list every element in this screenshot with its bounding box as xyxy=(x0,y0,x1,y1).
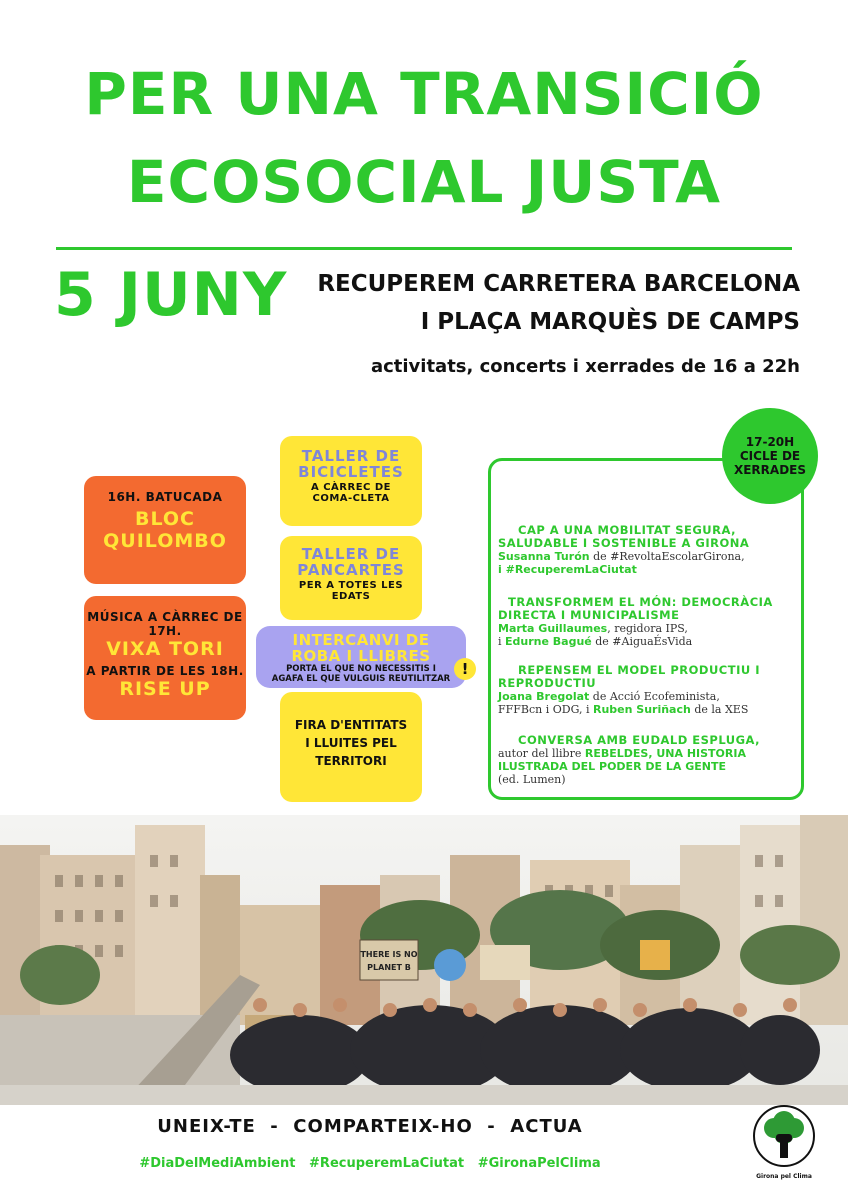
music-time-2: A PARTIR DE LES 18H. xyxy=(86,664,244,678)
talk-3-orgs: FFFBcn i ODG, i xyxy=(498,703,593,716)
svg-text:PLANET B: PLANET B xyxy=(367,963,411,972)
footer-cta: UNEIX-TE - COMPARTEIX-HO - ACTUA xyxy=(157,1116,583,1137)
talk-4-title-1: CONVERSA AMB EUDALD ESPLUGA, xyxy=(518,733,761,747)
talk-1-speaker-1: Susanna Turón xyxy=(498,550,590,563)
talk-2-speaker-1-info: , regidora IPS, xyxy=(607,622,688,635)
fair-line-1: FIRA D'ENTITATS xyxy=(294,718,408,732)
swap-sub-1: PORTA EL QUE NO NECESSITIS I xyxy=(286,664,436,674)
talk-2-connector: i xyxy=(498,635,506,648)
svg-text:THERE IS NO: THERE IS NO xyxy=(360,950,418,959)
photo-illustration xyxy=(0,815,848,1105)
swap-title-1: INTERCANVI DE xyxy=(292,631,430,649)
title-divider xyxy=(56,247,792,250)
talk-1-title-2: SALUDABLE I SOSTENIBLE A GIRONA xyxy=(498,536,750,550)
bike-title-1: TALLER DE xyxy=(301,447,401,465)
music-box xyxy=(84,596,246,720)
talk-4-publisher: (ed. Lumen) xyxy=(498,773,566,786)
talk-2-title-2: DIRECTA I MUNICIPALISME xyxy=(498,608,680,622)
fair-line-2: I LLUITES PEL xyxy=(305,736,397,750)
talks-badge xyxy=(722,408,818,504)
exclamation-icon: ! xyxy=(454,658,476,680)
music-name-1: VIXA TORI xyxy=(106,638,224,660)
swap-box xyxy=(256,626,466,688)
batucada-name-2: QUILOMBO xyxy=(103,530,227,552)
talk-4 xyxy=(498,734,798,786)
talks-badge-line-2: XERRADES xyxy=(733,463,807,477)
talk-1-speaker-2-info: i #RecuperemLaCiutat xyxy=(498,563,637,576)
talk-2 xyxy=(498,596,798,648)
talk-2-title-1: TRANSFORMEM EL MÓN: DEMOCRÀCIA xyxy=(508,595,773,609)
batucada-time: 16H. BATUCADA xyxy=(107,490,223,504)
location-line-1: RECUPEREM CARRETERA BARCELONA xyxy=(317,271,800,297)
swap-sub-2: AGAFA EL QUE VULGUIS REUTILITZAR xyxy=(271,674,451,684)
talk-1-title-1: CAP A UNA MOBILITAT SEGURA, xyxy=(518,523,736,537)
banner-title-1: TALLER DE xyxy=(301,545,401,563)
fair-box xyxy=(280,692,422,802)
logo-text: Girona pel Clima xyxy=(756,1173,812,1180)
batucada-name-1: BLOC xyxy=(134,508,195,530)
talk-4-book: REBELDES, UNA HISTORIA ILUSTRADA DEL PODER DE LA GENTE xyxy=(498,747,746,773)
banner-workshop-box xyxy=(280,536,422,620)
girona-pel-clima-logo xyxy=(752,1104,816,1180)
event-date: 5 JUNY xyxy=(54,260,288,330)
talk-4-intro: autor del llibre xyxy=(498,747,585,760)
talk-3-speaker-2-info: de la XES xyxy=(690,703,749,716)
talk-2-speaker-1: Marta Guillaumes xyxy=(498,622,608,635)
demonstration-photo xyxy=(0,815,848,1105)
talk-3-title-1: REPENSEM EL MODEL PRODUCTIU I xyxy=(518,663,760,677)
music-intro-1: MÚSICA A CÀRREC DE xyxy=(87,610,243,624)
talk-3-speaker-1: Joana Bregolat xyxy=(498,690,590,703)
bike-workshop-box xyxy=(280,436,422,526)
talk-2-speaker-2-info: de #AiguaÉsVida xyxy=(591,635,693,648)
activities-subtitle: activitats, concerts i xerrades de 16 a 22h xyxy=(370,356,800,377)
banner-title-2: PANCARTES xyxy=(297,561,405,579)
swap-title-2: ROBA I LLIBRES xyxy=(291,647,431,665)
talk-3-speaker-2: Ruben Suriñach xyxy=(592,703,691,716)
talk-1 xyxy=(498,524,798,576)
title-line-1: PER UNA TRANSICIÓ xyxy=(84,60,764,128)
talk-1-speaker-1-info: de #RevoltaEscolarGirona, xyxy=(589,550,745,563)
location-line-2: I PLAÇA MARQUÈS DE CAMPS xyxy=(420,309,800,335)
bike-sub-2: COMA-CLETA xyxy=(312,493,390,504)
music-name-2: RISE UP xyxy=(119,678,211,700)
bike-title-2: BICICLETES xyxy=(298,463,404,481)
batucada-box xyxy=(84,476,246,584)
music-intro-2: 17H. xyxy=(148,624,182,638)
talk-2-speaker-2: Edurne Bagué xyxy=(505,635,592,648)
talk-3-speaker-1-info: de Acció Ecofeminista, xyxy=(589,690,720,703)
talks-badge-line-1: CICLE DE xyxy=(739,449,801,463)
talk-3 xyxy=(498,664,798,716)
talk-3-title-2: REPRODUCTIU xyxy=(498,676,597,690)
bike-sub-1: A CÀRREC DE xyxy=(311,482,391,493)
footer-hashtags: #DiaDelMediAmbient #RecuperemLaCiutat #GironaPelClima xyxy=(139,1156,601,1171)
banner-sub-1: PER A TOTES LES xyxy=(298,580,404,591)
title-line-2: ECOSOCIAL JUSTA xyxy=(126,148,722,216)
tree-fist-logo-icon xyxy=(752,1104,816,1168)
talks-badge-time: 17-20H xyxy=(745,435,795,449)
banner-sub-2: EDATS xyxy=(331,591,371,602)
fair-line-3: TERRITORI xyxy=(315,754,387,768)
